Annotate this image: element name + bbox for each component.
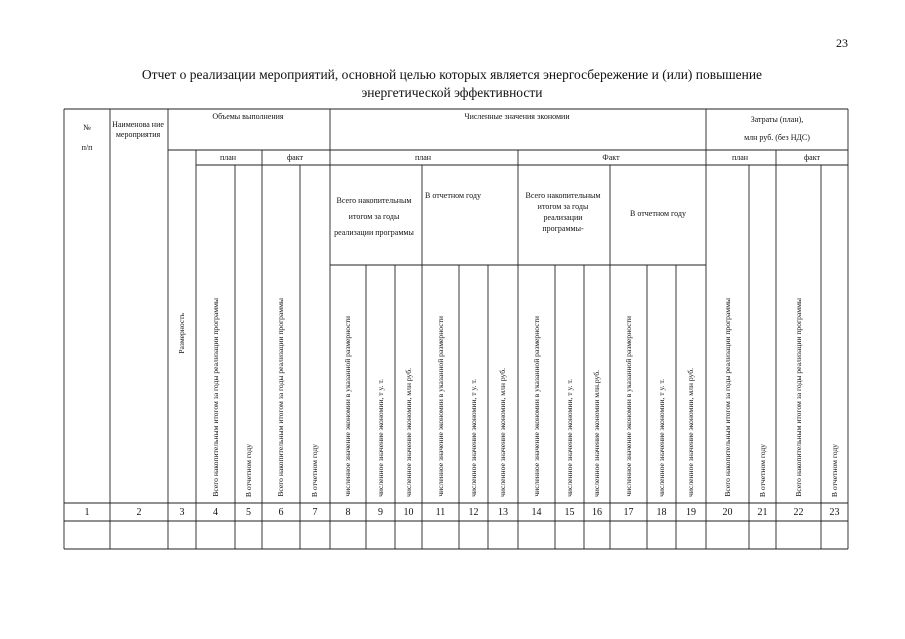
column-header-20 <box>706 169 749 497</box>
column-number-22: 22 <box>793 506 804 518</box>
page-number: 23 <box>836 36 848 50</box>
column-number-3: 3 <box>179 506 185 518</box>
column-header-22-text: Всего накопительным итогом за годы реализации программы <box>793 298 803 497</box>
column-header-21 <box>749 169 776 497</box>
column-header-16-text: численное значение экономии млн.руб. <box>592 369 602 497</box>
header-no-symbol: № <box>83 123 91 132</box>
column-number-13: 13 <box>498 506 508 518</box>
column-header-6 <box>262 169 300 497</box>
column-header-7 <box>300 169 330 497</box>
column-header-12 <box>459 269 488 497</box>
column-header-9 <box>366 269 395 497</box>
column-header-13-text: численное значение экономии, млн руб. <box>498 368 508 497</box>
column-number-2: 2 <box>136 506 142 518</box>
column-header-10-text: численное значение экономии, млн руб. <box>403 368 413 497</box>
column-number-8: 8 <box>345 506 351 518</box>
column-number-6: 6 <box>278 506 284 518</box>
column-number-11: 11 <box>435 506 446 518</box>
column-number-14: 14 <box>531 506 542 518</box>
column-header-16 <box>584 269 610 497</box>
column-header-5-text: В отчетном году <box>243 443 253 497</box>
column-header-17 <box>610 269 647 497</box>
column-header-11 <box>422 269 459 497</box>
column-header-8-text: численное значение экономии в указанной размерности <box>343 316 353 497</box>
column-header-19 <box>676 269 706 497</box>
header-costs-line1: Затраты (план), <box>750 115 804 124</box>
column-header-18 <box>647 269 676 497</box>
column-header-6-text: Всего накопительным итогом за годы реализации программы <box>276 298 286 497</box>
column-header-14-text: численное значение экономии в указанной размерности <box>531 316 541 497</box>
column-header-23 <box>821 169 848 497</box>
column-number-17: 17 <box>623 506 634 518</box>
header-costs-plan: план <box>731 152 749 162</box>
column-header-11-text: численное значение экономии в указанной размерности <box>435 316 445 497</box>
column-number-19: 19 <box>686 506 696 518</box>
header-cumulative-fact: Всего накопительным итогом за годы реализации программы- <box>525 191 601 233</box>
header-no <box>66 118 108 158</box>
column-header-20-text: Всего накопительным итогом за годы реализации программы <box>722 298 732 497</box>
column-number-9: 9 <box>378 506 383 518</box>
column-number-4: 4 <box>213 506 218 518</box>
column-header-17-text: численное значение экономии в указанной размерности <box>623 316 633 497</box>
column-header-22 <box>776 169 821 497</box>
column-header-7-text: В отчетном году <box>310 443 320 497</box>
header-volumes-plan: план <box>219 152 237 162</box>
column-number-7: 7 <box>312 506 318 518</box>
header-savings: Численные значения экономии <box>464 112 570 121</box>
column-header-3-text: Размерность <box>177 312 187 354</box>
column-header-15-text: численное значение экономии, т у. т. <box>564 379 574 497</box>
column-header-4 <box>196 169 235 497</box>
header-savings-fact: Факт <box>602 152 620 162</box>
header-cumulative-plan: Всего накопительным итогом за годы реализации программы <box>334 196 414 237</box>
column-number-10: 10 <box>403 506 414 518</box>
column-number-1: 1 <box>84 506 90 518</box>
header-costs <box>706 110 848 148</box>
column-number-15: 15 <box>564 506 575 518</box>
header-no-pp: п/п <box>81 143 93 152</box>
column-number-21: 21 <box>757 506 768 518</box>
column-number-12: 12 <box>468 506 479 518</box>
header-current-fact: В отчетном году <box>630 209 686 218</box>
title-line-2: энергетической эффективности <box>361 85 543 100</box>
column-header-18-text: численное значение экономии, т у. т. <box>656 379 666 497</box>
column-number-23: 23 <box>829 506 840 518</box>
column-header-21-text: В отчетном году <box>757 443 767 497</box>
column-header-13 <box>488 269 518 497</box>
header-savings-plan: план <box>414 152 432 162</box>
header-current-plan: В отчетном году <box>425 191 481 200</box>
column-header-23-text: В отчетном году <box>829 443 839 497</box>
column-header-15 <box>555 269 584 497</box>
column-header-12-text: численное значение экономии, т у. т. <box>468 379 478 497</box>
column-header-8 <box>330 269 366 497</box>
header-costs-line2: млн руб. (без НДС) <box>744 133 810 142</box>
column-header-4-text: Всего накопительным итогом за годы реализации программы <box>210 298 220 497</box>
column-number-20: 20 <box>722 506 733 518</box>
column-header-5 <box>235 169 262 497</box>
column-number-16: 16 <box>592 506 602 518</box>
column-header-19-text: численное значение экономии, млн руб. <box>686 368 696 497</box>
column-number-5: 5 <box>246 506 251 518</box>
header-volumes: Объемы выполнения <box>212 112 284 121</box>
header-costs-fact: факт <box>803 152 820 162</box>
column-header-10 <box>395 269 422 497</box>
header-volumes-fact: факт <box>286 152 303 162</box>
column-header-14 <box>518 269 555 497</box>
header-name: Наименова ние мероприятия <box>112 120 164 139</box>
column-header-9-text: численное значение экономии, т у. т. <box>375 379 385 497</box>
column-header-3 <box>168 169 196 497</box>
title-line-1: Отчет о реализации мероприятий, основной целью которых является энергосбережение и (или) повышение <box>141 67 763 82</box>
column-number-18: 18 <box>656 506 667 518</box>
